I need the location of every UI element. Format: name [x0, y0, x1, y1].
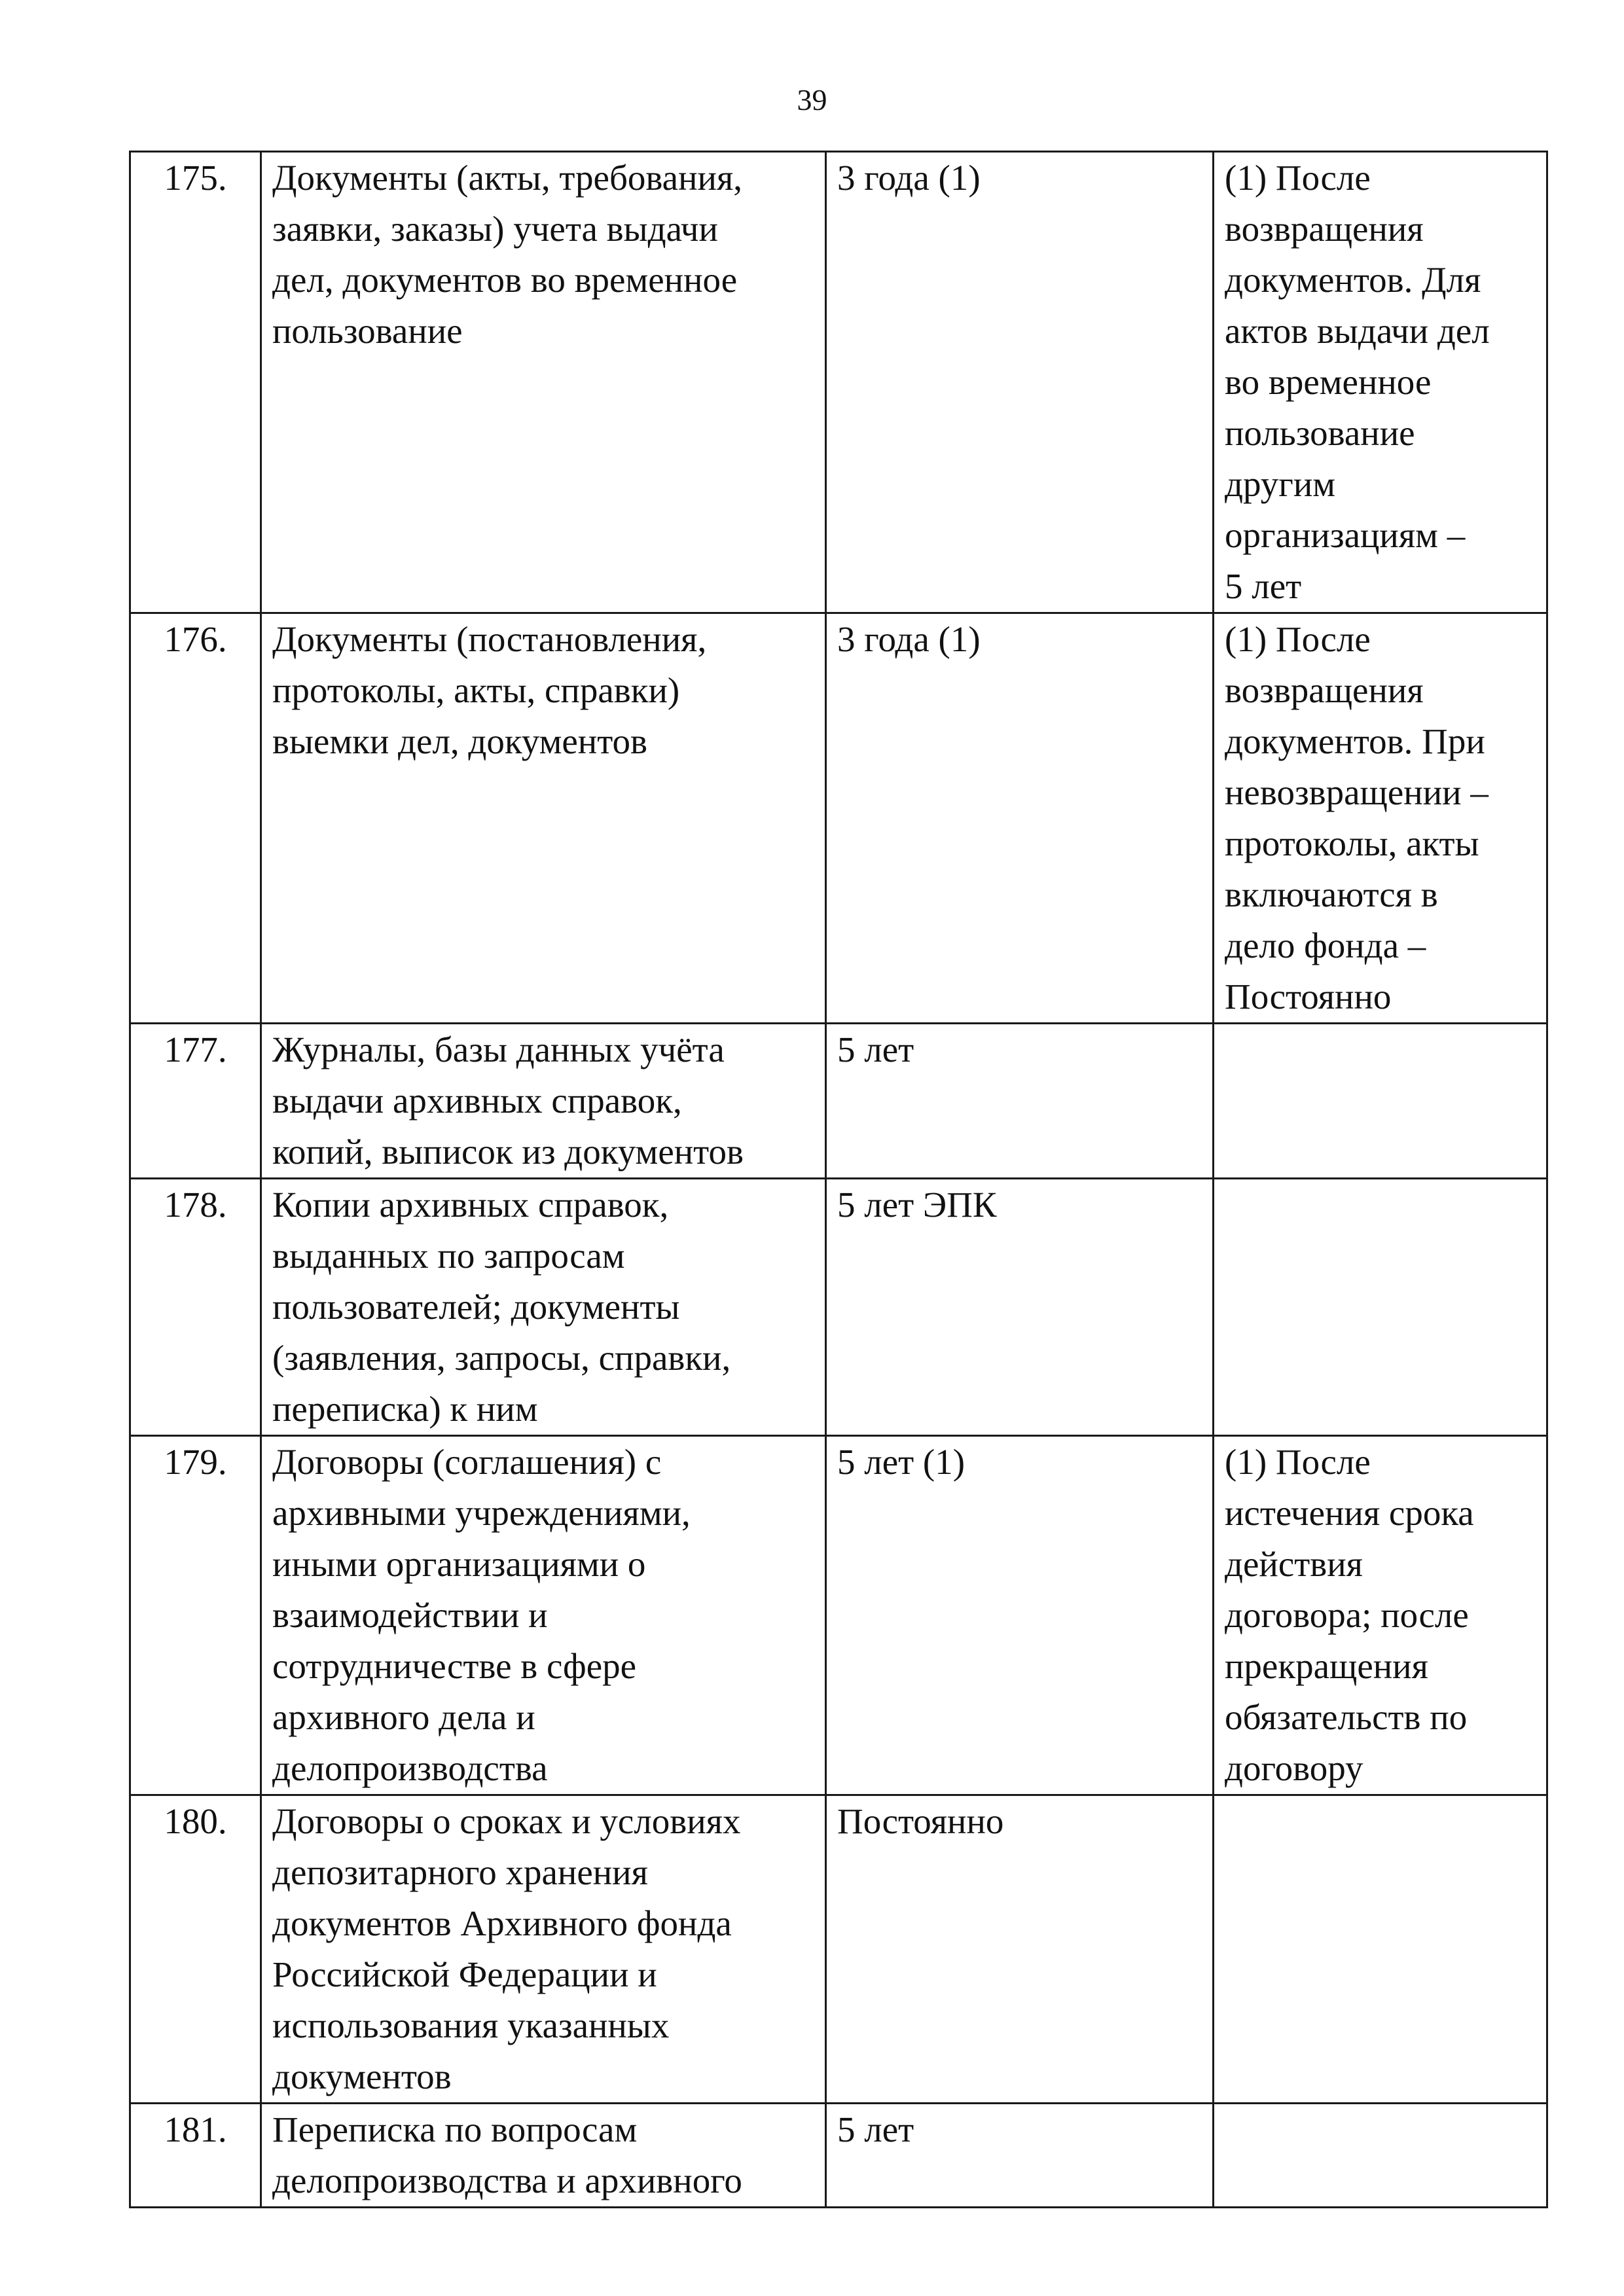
document-type: Переписка по вопросам делопроизводства и архивного [261, 2104, 826, 2208]
note [1214, 1795, 1547, 2104]
row-number: 175. [130, 152, 261, 613]
row-number: 181. [130, 2104, 261, 2208]
document-type: Документы (акты, требования, заявки, заказы) учета выдачи дел, документов во временное пользование [261, 152, 826, 613]
retention-table [129, 151, 1548, 2208]
table-row [130, 152, 1547, 613]
row-number: 177. [130, 1024, 261, 1179]
note [1214, 1024, 1547, 1179]
page-number: 39 [797, 83, 827, 117]
document-type: Копии архивных справок, выданных по запросам пользователей; документы (заявления, запросы, справки, переписка) к ним [261, 1179, 826, 1436]
retention-term: Постоянно [826, 1795, 1214, 2104]
document-type: Договоры (соглашения) с архивными учреждениями, иными организациями о взаимодействии и сотрудничестве в сфере архивного дела и делопроизводства [261, 1436, 826, 1795]
document-type: Документы (постановления, протоколы, акты, справки) выемки дел, документов [261, 613, 826, 1024]
note [1214, 2104, 1547, 2208]
retention-term: 5 лет (1) [826, 1436, 1214, 1795]
table-row [130, 1795, 1547, 2104]
row-number: 176. [130, 613, 261, 1024]
row-number: 180. [130, 1795, 261, 2104]
retention-term: 5 лет ЭПК [826, 1179, 1214, 1436]
document-type: Журналы, базы данных учёта выдачи архивных справок, копий, выписок из документов [261, 1024, 826, 1179]
row-number: 178. [130, 1179, 261, 1436]
table-row [130, 1436, 1547, 1795]
note [1214, 1179, 1547, 1436]
retention-term: 3 года (1) [826, 152, 1214, 613]
note: (1) После возвращения документов. При невозвращении – протоколы, акты включаются в дело фонда – Постоянно [1214, 613, 1547, 1024]
retention-term: 5 лет [826, 2104, 1214, 2208]
table-row [130, 1024, 1547, 1179]
table-row [130, 1179, 1547, 1436]
note: (1) После истечения срока действия договора; после прекращения обязательств по договору [1214, 1436, 1547, 1795]
table-row [130, 613, 1547, 1024]
note: (1) После возвращения документов. Для актов выдачи дел во временное пользование другим организациям – 5 лет [1214, 152, 1547, 613]
retention-term: 3 года (1) [826, 613, 1214, 1024]
retention-term: 5 лет [826, 1024, 1214, 1179]
document-type: Договоры о сроках и условиях депозитарного хранения документов Архивного фонда Российской Федерации и использования указанных документов [261, 1795, 826, 2104]
table-row [130, 2104, 1547, 2208]
row-number: 179. [130, 1436, 261, 1795]
